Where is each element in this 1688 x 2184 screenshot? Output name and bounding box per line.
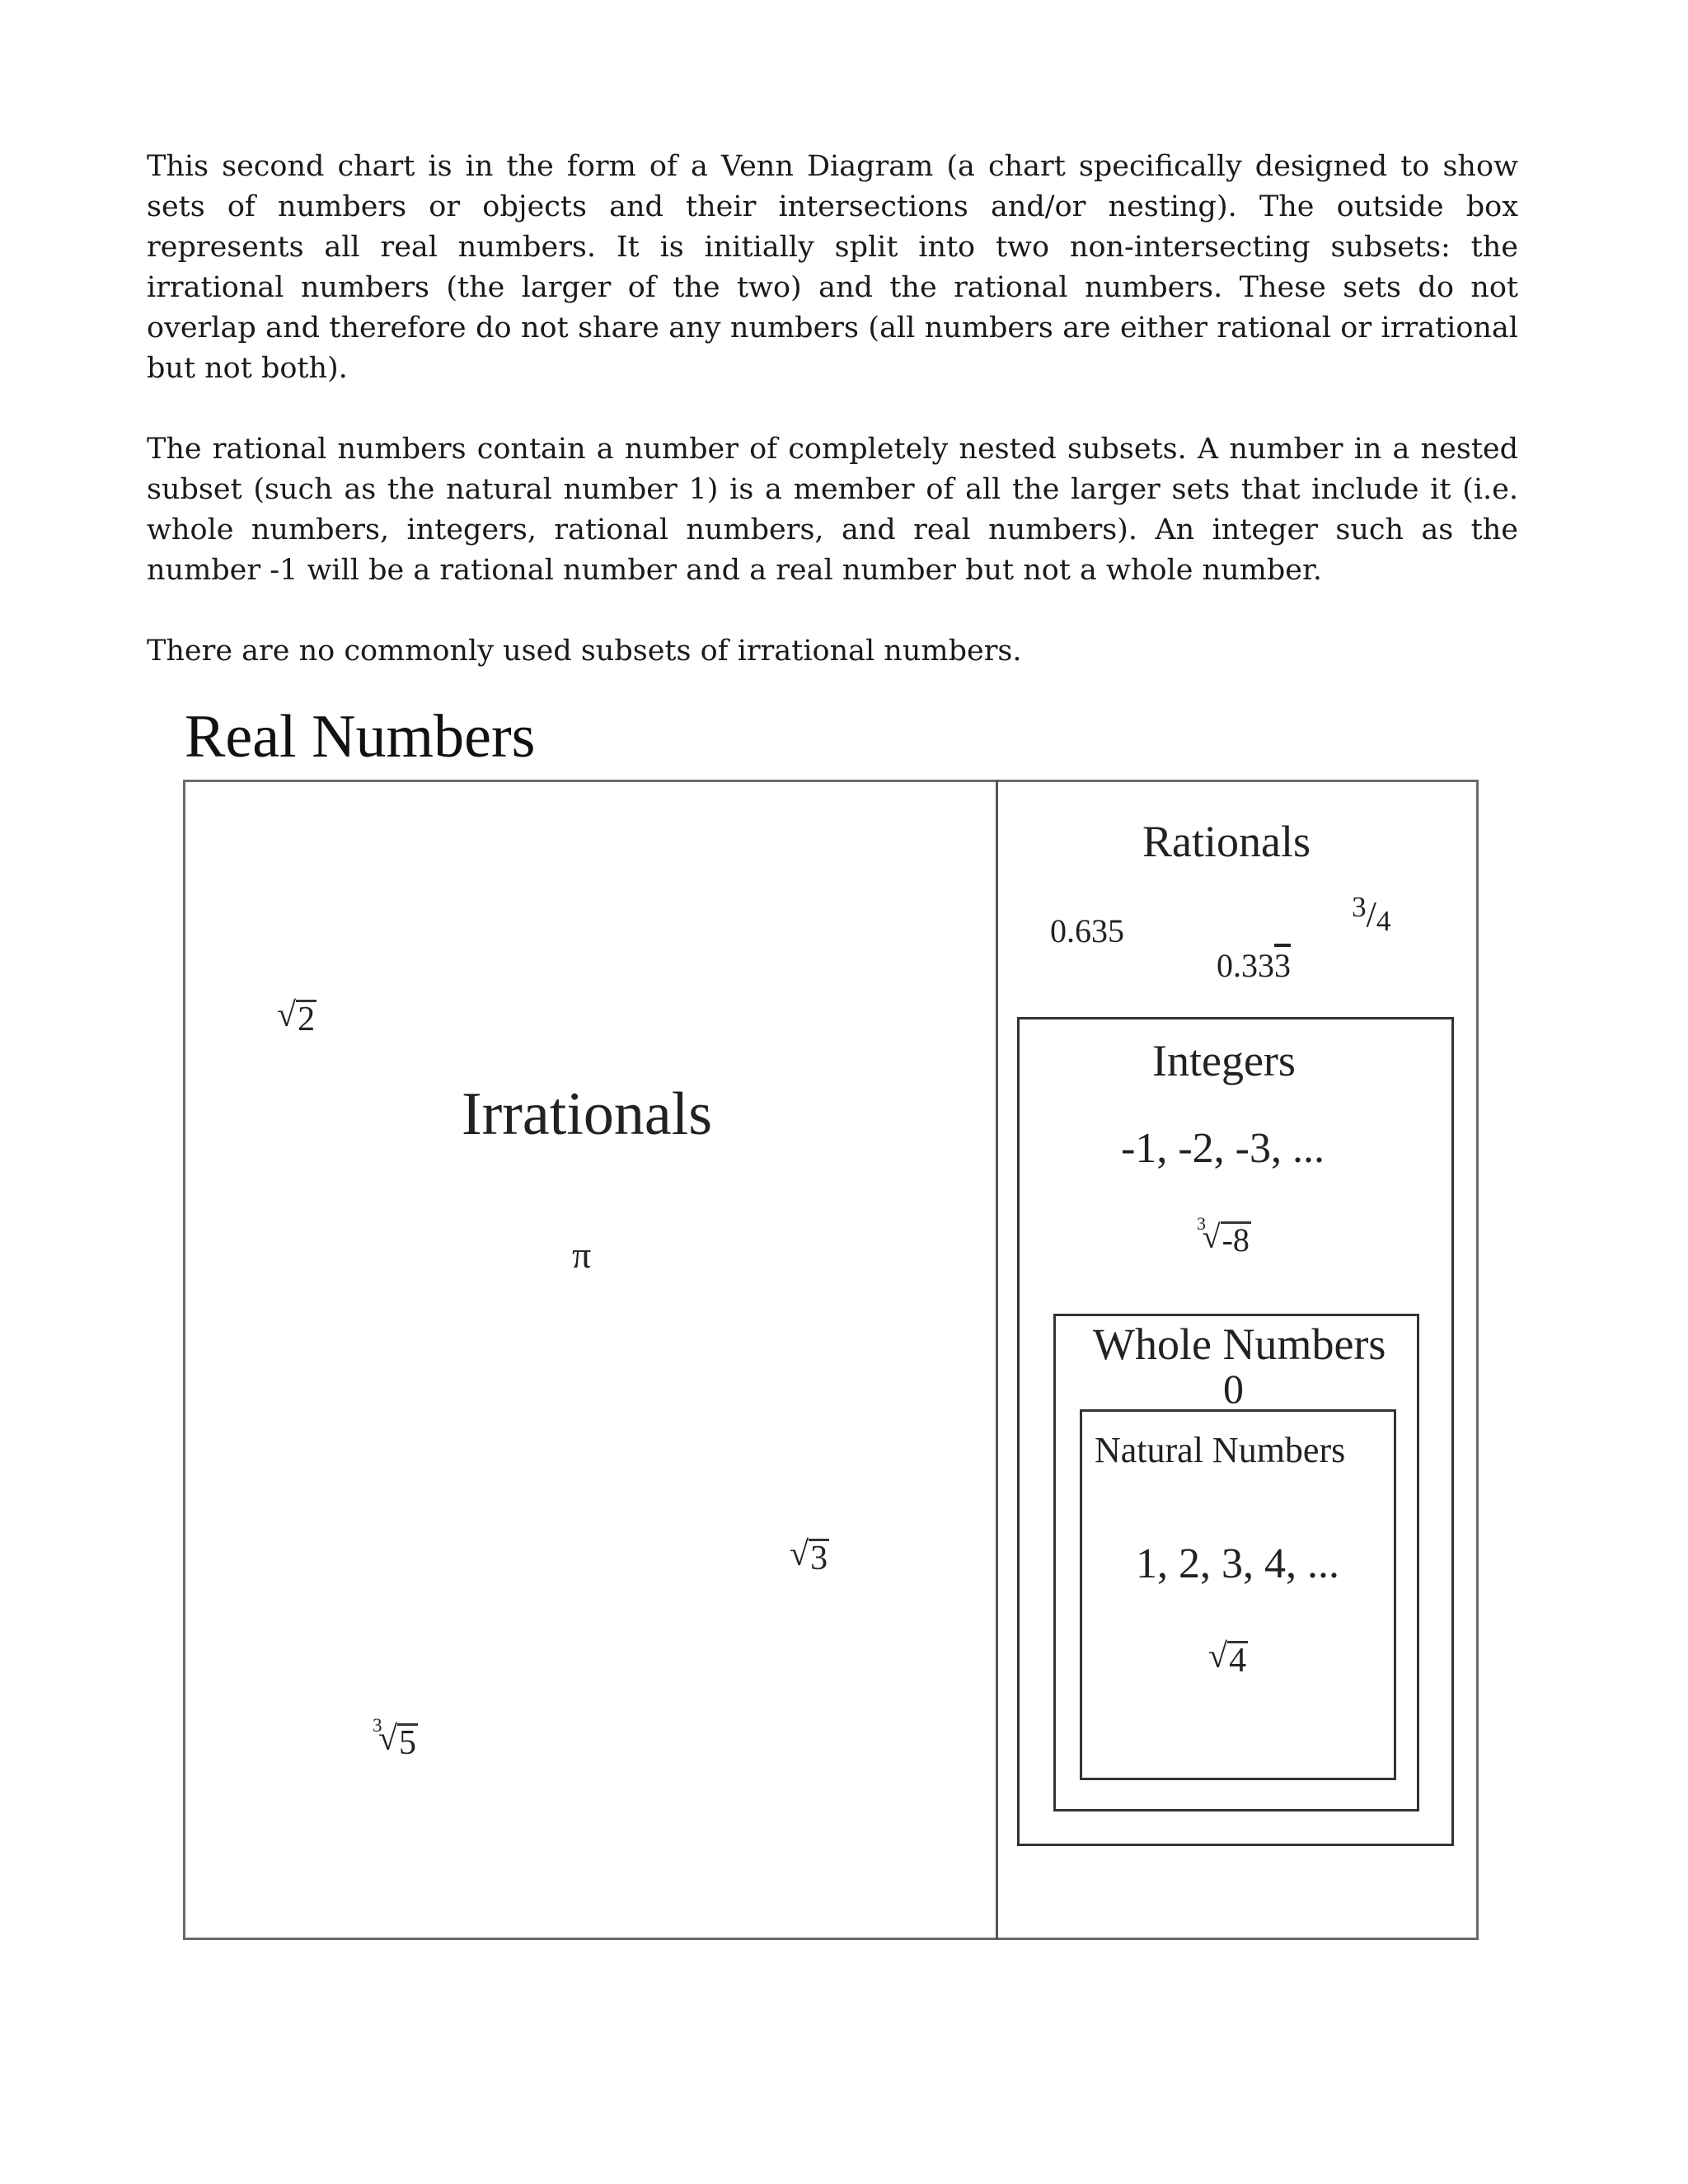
decimal-0-635: 0.635 [1050, 912, 1124, 949]
natural-examples: 1, 2, 3, 4, ... [1136, 1540, 1339, 1587]
natural-numbers-label: Natural Numbers [1095, 1430, 1346, 1470]
cbrt-5: 3 √ 5 [373, 1714, 416, 1763]
negative-integers: -1, -2, -3, ... [1121, 1125, 1325, 1172]
paragraph-2: The rational numbers contain a number of completely nested subsets. A number in a nested subset (such as the natural number 1) is a member of all the larger sets that include it (i.e. whole numbers, integers, rational numbers, and real numbers). An integer such as the number -1 will be a rational number and a real number but not a whole number. [147, 433, 1518, 587]
diagram-title: Real Numbers [185, 703, 536, 771]
cbrt-negative-8: 3 √ -8 [1197, 1212, 1250, 1258]
set-divider [996, 780, 998, 1940]
whole-numbers-label: Whole Numbers [1093, 1319, 1386, 1369]
paragraph-1: This second chart is in the form of a Venn Diagram (a chart specifically designed to show sets of numbers or objects and their intersections and/or nesting). The outside box represents all real numbers. It is initially split into two non-intersecting subsets: the irrational numbers (the larger of the two) and the rational numbers. These sets do not overlap and therefore do not share any numbers (all numbers are either rational or irrational but not both). [147, 150, 1518, 385]
sqrt-3: √ 3 [790, 1535, 828, 1578]
whole-zero: 0 [1223, 1366, 1244, 1412]
repeating-decimal: 0.333 [1217, 947, 1291, 984]
fraction-three-quarters: $^3$/4 [1352, 890, 1391, 938]
irrationals-label: Irrationals [462, 1080, 713, 1148]
paragraph-3: There are no commonly used subsets of irrational numbers. [147, 635, 1022, 668]
integers-label: Integers [1152, 1036, 1296, 1085]
sqrt-2: √ 2 [277, 996, 316, 1039]
explanation-text [147, 147, 1518, 712]
pi-symbol: π [572, 1234, 592, 1276]
rationals-label: Rationals [1142, 817, 1311, 866]
sqrt-4: √ 4 [1208, 1638, 1247, 1680]
